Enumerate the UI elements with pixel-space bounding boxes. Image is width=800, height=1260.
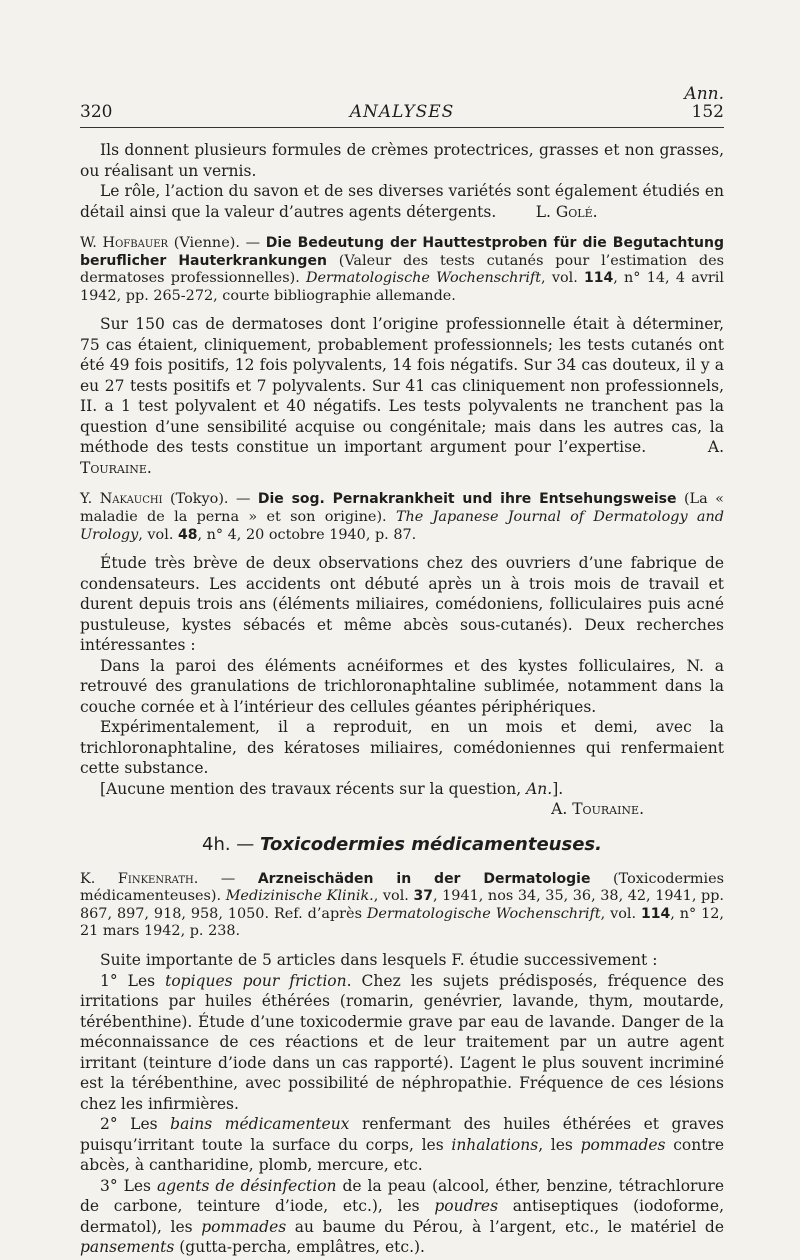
reference-entry: W. Hofbauer (Vienne). — Die Bedeutung der Hauttestproben für die Begutachtung beruflicher Hauterkrankungen (Valeur des tests cutanés pour l’estimation des dermatoses professionnelles). Dermatologische Wochenschrift, vol. 114, n° 14, 4 avril 1942, pp. 265-272, courte bibliographie allemande. (80, 235, 724, 304)
article-title: Arzneischäden in der Dermatologie (257, 870, 591, 887)
paragraph: Suite importante de 5 articles dans lesquels F. étudie successivement : (100, 951, 658, 970)
signature: A. Touraine. (80, 438, 724, 477)
paragraph: [Aucune mention des travaux récents sur la question, An.]. (100, 779, 564, 798)
paragraph: Expérimentalement, il a reproduit, en un mois et demi, avec la trichloronaphtaline, des kératoses miliaires, comédoniennes qui renfermaient cette substance. (80, 718, 724, 778)
running-header (80, 84, 724, 124)
journal-name: Medizinische Klinik. (225, 888, 374, 905)
paragraph: Étude très brève de deux observations chez des ouvriers d’une fabrique de condensateurs. Les accidents ont débuté après un à trois mois de travail et durent depuis trois ans (éléments miliaires, comédoniens, folliculaires puis acné pustuleuse, kystes sébacés et même abcès sous-cutanés). Deux recherches intéressantes : (80, 554, 724, 655)
list-item: 3° Les agents de désinfection de la peau (alcool, éther, benzine, tétrachlorure de carbone, teinture d’iode, etc.), les poudres antiseptiques (iodoforme, dermatol), les pommades au baume du Pérou, à l’argent, etc., le matériel de pansements (gutta-percha, emplâtres, etc.). (80, 1176, 725, 1257)
section-heading: 4h. — Toxicodermies médicamenteuses. (202, 833, 602, 855)
author: K. Finkenrath (80, 870, 194, 887)
author: W. Hofbauer (80, 235, 169, 251)
article-title: Die Bedeutung der Hauttestproben für die Begutachtung beruflicher Hauterkrankungen (80, 235, 724, 269)
journal-abbrev: Ann. (684, 84, 724, 104)
paragraph: Sur 150 cas de dermatoses dont l’origine professionnelle était à déterminer, 75 cas étaient, cliniquement, probablement professionnels; les tests cutanés ont été 49 fois positifs, 12 fois polyvalents, 14 fois négatifs. Sur 34 cas douteux, il y a eu 27 tests positifs et 7 polyvalents. Sur 41 cas cliniquement non professionnels, II. a 1 test polyvalent et 40 négatifs. Les tests polyvalents ne tranchent pas la question d’une sensibilité acquise ou congénitale; mais dans les autres cas, la méthode des tests constitue un important argument pour l’expertise. A. Touraine. (80, 315, 724, 477)
article-title: Die sog. Pernakrankheit und ihre Entsehungsweise (257, 491, 677, 508)
signature: A. Touraine. (551, 800, 644, 819)
signature: L. Golé. (535, 202, 598, 221)
reference-entry: Y. Nakauchi (Tokyo). — Die sog. Pernakrankheit und ihre Entsehungsweise (La « maladie de la perna » et son origine). The Japanese Journal of Dermatology and Urology, vol. 48, n° 4, 20 octobre 1940, p. 87. (80, 491, 724, 543)
volume-number: 152 (691, 102, 724, 122)
page-body (80, 140, 724, 1258)
paragraph: Ils donnent plusieurs formules de crèmes protectrices, grasses et non grasses, ou réalisant un vernis. (80, 141, 724, 180)
page-title: ANALYSES (349, 102, 455, 122)
paragraph: Dans la paroi des éléments acnéiformes et des kystes folliculaires, N. a retrouvé des granulations de trichloronaphtaline sublimée, notamment dans la couche cornée et à l’intérieur des cellules géantes périphériques. (80, 656, 724, 716)
journal-name: The Japanese Journal of Dermatology and Urology (80, 508, 724, 543)
paragraph: Le rôle, l’action du savon et de ses diverses variétés sont également étudiés en détail ainsi que la valeur d’autres agents détergents. L. Golé. (80, 182, 724, 221)
header-rule (80, 127, 724, 128)
journal-name: Dermatologische Wochenschrift (306, 270, 542, 287)
page-number: 320 (80, 102, 113, 122)
reference-entry: K. Finkenrath. — Arzneischäden in der Dermatologie (Toxicodermies médicamenteuses). Medizinische Klinik., vol. 37, 1941, nos 34, 35, 36, 38, 42, 1941, pp. 867, 897, 918, 958, 1050. Ref. d’après Dermatologische Wochenschrift, vol. 114, n° 12, 21 mars 1942, p. 238. (80, 870, 725, 940)
list-item: 1° Les topiques pour friction. Chez les sujets prédisposés, fréquence des irritations par huiles éthérées (romarin, genévrier, lavande, thym, moutarde, térébenthine). Étude d’une toxicodermie grave par eau de lavande. Danger de la méconnaissance de ces réactions et de leur traitement par un autre agent irritant (teinture d’iode dans un cas rapporté). L’agent le plus souvent incriminé est la térébenthine, avec possibilité de néphropathie. Fréquence de ces lésions chez les infirmières. (80, 971, 724, 1113)
list-item: 2° Les bains médicamenteux renfermant des huiles éthérées et graves puisqu’irritant toute la surface du corps, les inhalations, les pommades contre abcès, à cantharidine, plomb, mercure, etc. (80, 1115, 725, 1175)
author: Y. Nakauchi (80, 491, 163, 508)
